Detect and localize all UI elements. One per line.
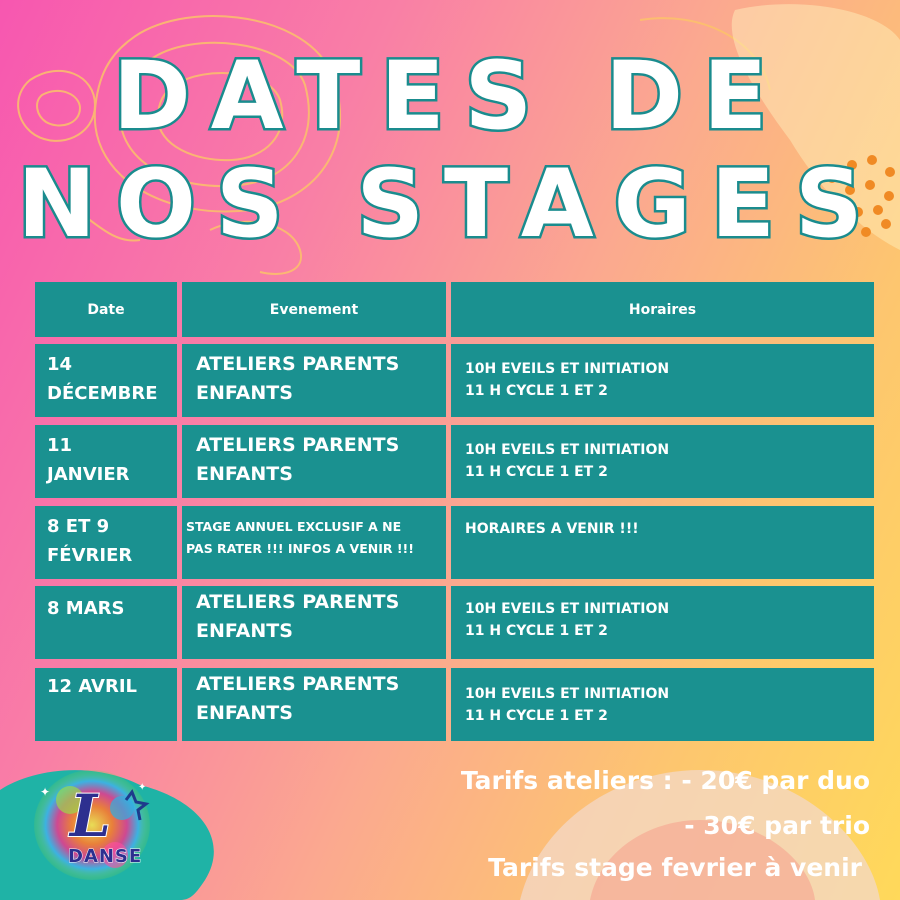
row-3-event-line-1: STAGE ANNUEL EXCLUSIF A NE bbox=[186, 519, 402, 534]
row-1-hours-line-2: 11 H CYCLE 1 ET 2 bbox=[465, 383, 608, 399]
tarifs-line-3: Tarifs stage fevrier à venir bbox=[488, 853, 862, 882]
row-3-date-line-1: 8 ET 9 bbox=[47, 516, 110, 537]
row-2-date-line-2: JANVIER bbox=[47, 464, 130, 485]
row-3-date bbox=[35, 506, 177, 579]
row-1-date-line-1: 14 bbox=[47, 354, 73, 375]
tarifs-line-2: - 30€ par trio bbox=[684, 811, 870, 840]
row-4-event-line-2: ENFANTS bbox=[196, 620, 293, 642]
row-4-date-line-1: 8 MARS bbox=[47, 598, 125, 619]
row-5-event bbox=[182, 668, 446, 741]
row-2-event-line-1: ATELIERS PARENTS bbox=[196, 434, 400, 456]
row-2-hours bbox=[451, 425, 874, 498]
row-3-event bbox=[182, 506, 446, 579]
row-4-hours bbox=[451, 586, 874, 659]
row-1-date-line-2: DÉCEMBRE bbox=[47, 383, 158, 404]
title-line-1: DATES DE bbox=[112, 42, 788, 151]
row-5-hours-line-2: 11 H CYCLE 1 ET 2 bbox=[465, 708, 608, 724]
row-4-event bbox=[182, 586, 446, 659]
row-1-event-line-1: ATELIERS PARENTS bbox=[196, 353, 400, 375]
row-5-date-line-1: 12 AVRIL bbox=[47, 676, 137, 697]
row-5-hours-line-1: 10H EVEILS ET INITIATION bbox=[465, 686, 670, 702]
row-2-event bbox=[182, 425, 446, 498]
header-hours: Horaires bbox=[451, 282, 874, 337]
row-1-event bbox=[182, 344, 446, 417]
row-1-hours-line-1: 10H EVEILS ET INITIATION bbox=[465, 361, 670, 377]
svg-text:✦: ✦ bbox=[40, 785, 51, 799]
row-4-hours-line-1: 10H EVEILS ET INITIATION bbox=[465, 601, 670, 617]
row-5-event-line-2: ENFANTS bbox=[196, 702, 293, 724]
row-5-date bbox=[35, 668, 177, 741]
row-3-date-line-2: FÉVRIER bbox=[47, 545, 133, 566]
title-line-2: NOS STAGES bbox=[17, 150, 883, 259]
row-1-hours bbox=[451, 344, 874, 417]
row-5-event-line-1: ATELIERS PARENTS bbox=[196, 673, 400, 695]
row-1-date bbox=[35, 344, 177, 417]
row-3-hours bbox=[451, 506, 874, 579]
logo-letter: L bbox=[70, 782, 111, 850]
row-1-event-line-2: ENFANTS bbox=[196, 382, 293, 404]
row-4-hours-line-2: 11 H CYCLE 1 ET 2 bbox=[465, 623, 608, 639]
row-2-hours-line-2: 11 H CYCLE 1 ET 2 bbox=[465, 464, 608, 480]
row-2-event-line-2: ENFANTS bbox=[196, 463, 293, 485]
row-4-event-line-1: ATELIERS PARENTS bbox=[196, 591, 400, 613]
header-event: Evenement bbox=[182, 282, 446, 337]
svg-text:✦: ✦ bbox=[138, 782, 147, 793]
header-date: Date bbox=[35, 282, 177, 337]
row-5-hours bbox=[451, 668, 874, 741]
row-4-date bbox=[35, 586, 177, 659]
logo-word: DANSE bbox=[68, 846, 143, 867]
tarifs-line-1: Tarifs ateliers : - 20€ par duo bbox=[460, 766, 870, 795]
row-2-hours-line-1: 10H EVEILS ET INITIATION bbox=[465, 442, 670, 458]
row-3-event-line-2: PAS RATER !!! INFOS A VENIR !!! bbox=[186, 541, 414, 556]
row-2-date-line-1: 11 bbox=[47, 435, 73, 456]
row-2-date bbox=[35, 425, 177, 498]
row-3-hours-line-1: HORAIRES A VENIR !!! bbox=[465, 521, 639, 537]
dancer-logo-icon bbox=[30, 760, 160, 890]
